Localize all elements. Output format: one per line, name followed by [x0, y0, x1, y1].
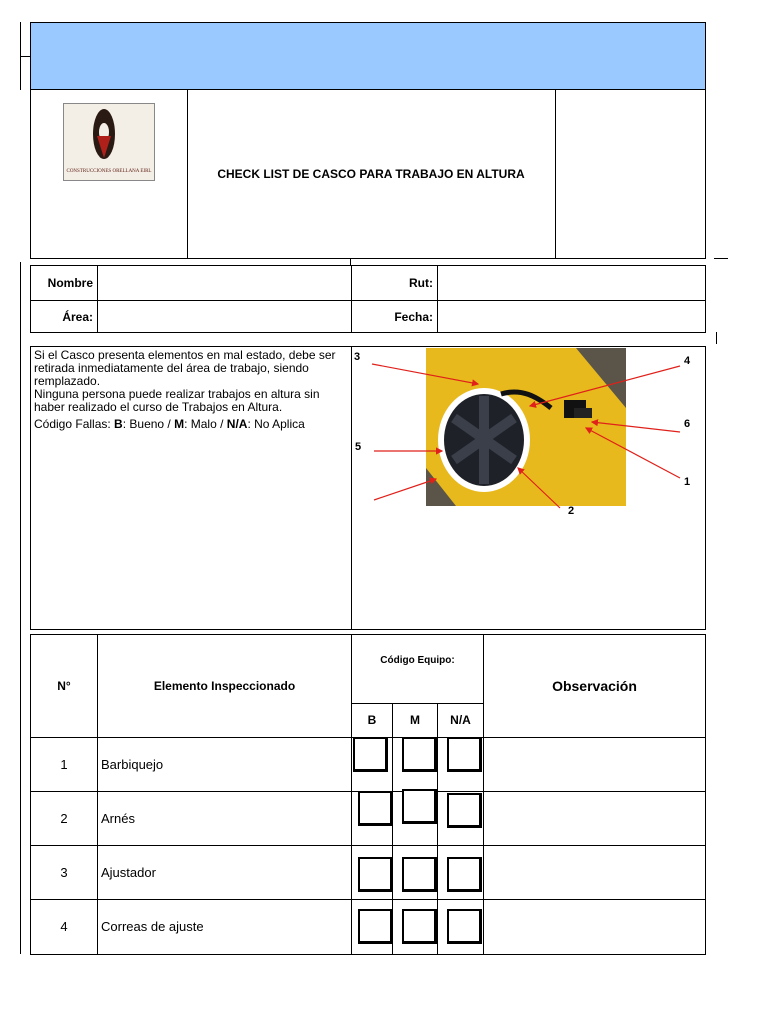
right-margin-mark — [716, 332, 717, 344]
row-4-checkbox-m[interactable] — [402, 909, 437, 944]
row-2-observacion[interactable] — [484, 792, 705, 845]
header-observacion: Observación — [552, 678, 637, 694]
row-4-checkbox-b[interactable] — [358, 909, 393, 944]
fecha-label: Fecha: — [394, 310, 433, 324]
row-2-checkbox-m[interactable] — [402, 789, 437, 824]
row-1-checkbox-na[interactable] — [447, 737, 482, 772]
instruction-2: Ninguna persona puede realizar trabajos en altura sin haber realizado el curso de Trabajos en Altura. — [34, 387, 320, 414]
row-2-num: 2 — [60, 811, 68, 826]
row-2-checkbox-b[interactable] — [358, 791, 393, 826]
image-label-6: 6 — [684, 418, 691, 430]
info-table — [30, 265, 706, 333]
rut-label: Rut: — [409, 276, 433, 290]
header-m: M — [410, 713, 420, 727]
instructions-text — [34, 349, 346, 431]
row-3-checkbox-na[interactable] — [447, 857, 482, 892]
header-code: Código Equipo: — [380, 655, 455, 666]
header-num: N° — [57, 679, 71, 693]
row-3-checkbox-m[interactable] — [402, 857, 437, 892]
area-field[interactable] — [98, 301, 350, 331]
image-label-3: 3 — [354, 351, 361, 363]
document-title — [187, 89, 556, 259]
image-label-1: 1 — [684, 476, 691, 488]
row-2-checkbox-na[interactable] — [447, 793, 482, 828]
col-divider-element — [351, 635, 352, 954]
rut-field[interactable] — [438, 267, 704, 299]
row-4-observacion[interactable] — [484, 900, 705, 954]
row-4-checkbox-na[interactable] — [447, 909, 482, 944]
row-1-observacion[interactable] — [484, 738, 705, 791]
left-margin-line-lower — [20, 262, 21, 954]
row-1-checkbox-m[interactable] — [402, 737, 437, 772]
header-na: N/A — [450, 713, 471, 727]
row-1-element: Barbiquejo — [101, 757, 164, 772]
row-3-observacion[interactable] — [484, 846, 705, 899]
logo-text: CONSTRUCCIONES ORELLANA EIRL — [66, 169, 152, 174]
document-title-text: CHECK LIST DE CASCO PARA TRABAJO EN ALTURA — [217, 167, 525, 181]
fecha-field[interactable] — [438, 301, 704, 331]
row-1-num: 1 — [60, 757, 68, 772]
row-3-element: Ajustador — [101, 865, 156, 880]
image-label-2: 2 — [568, 505, 575, 517]
row-2-element: Arnés — [101, 811, 135, 826]
col-divider-m — [437, 703, 438, 954]
row-4-element: Correas de ajuste — [101, 919, 204, 934]
row-4-num: 4 — [60, 919, 68, 934]
instruction-1: Si el Casco presenta elementos en mal estado, debe ser retirada inmediatamente del área de trabajo, siendo remplazado. — [34, 348, 336, 388]
image-label-4: 4 — [684, 355, 691, 367]
checklist-table — [30, 634, 706, 955]
nombre-field[interactable] — [98, 267, 350, 299]
area-label: Área: — [62, 310, 93, 324]
left-margin-tick — [20, 56, 30, 57]
fault-codes: Código Fallas: B: Bueno / M: Malo / N/A: No Aplica — [34, 417, 305, 431]
header-band — [30, 22, 706, 90]
right-margin-tick — [714, 258, 728, 259]
row-3-num: 3 — [60, 865, 68, 880]
company-logo — [63, 103, 155, 181]
row-3-checkbox-b[interactable] — [358, 857, 393, 892]
connector-line — [350, 259, 351, 265]
header-element: Elemento Inspeccionado — [153, 679, 296, 693]
info-col-divider-2 — [351, 266, 352, 332]
image-label-5: 5 — [355, 441, 362, 453]
header-b: B — [367, 713, 377, 727]
helmet-arrows — [350, 346, 706, 526]
row-1-checkbox-b[interactable] — [353, 737, 388, 772]
code-subheader-line — [351, 703, 483, 704]
nombre-label: Nombre — [47, 276, 93, 290]
